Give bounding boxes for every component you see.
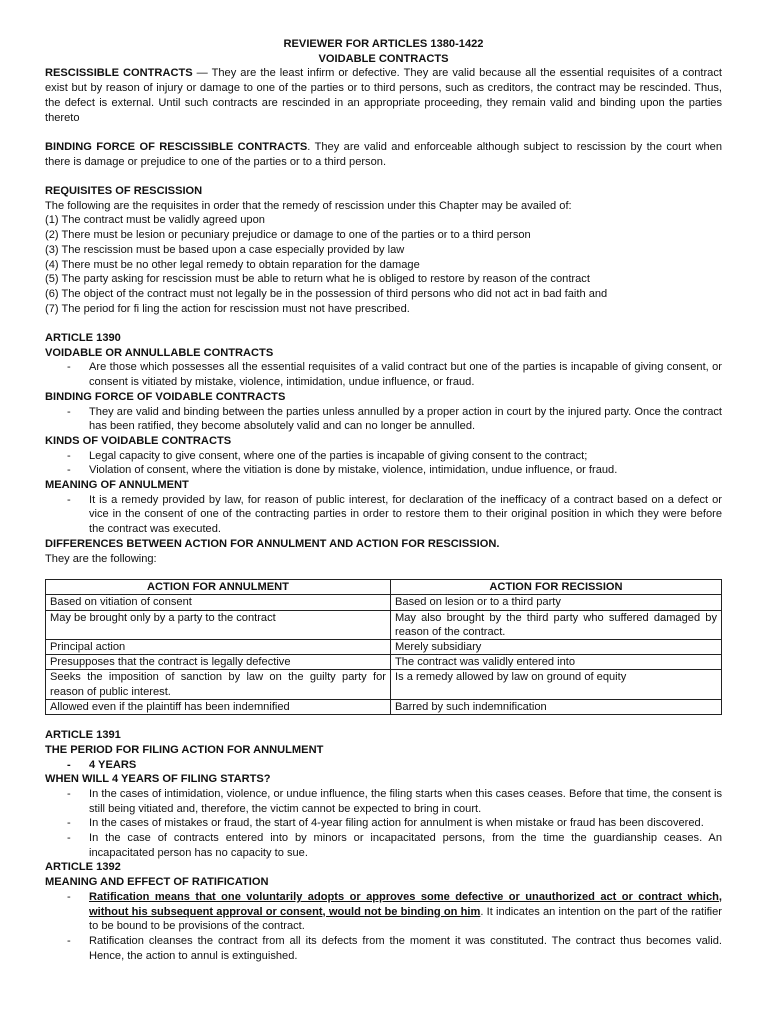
when-item: - In the cases of intimidation, violence, or undue influence, the filing starts when this cases ceases. Before that time, the consent is still being vitiated and, therefore, the victim cannot be expected to bring in court. [45,787,722,816]
document-title: REVIEWER FOR ARTICLES 1380-1422 [283,38,484,50]
period-list [45,758,722,773]
requisites-list [45,213,722,316]
voidable-definition: - Are those which possesses all the essential requisites of a valid contract but one of the parties is incapable of giving consent, or consent is vitiated by mistake, violence, intimidation, undue influence, or fraud. [45,360,722,389]
ratification-rest: . It indicates an intention on the part of the ratifier to be bound to be provisions of the contract. [89,905,722,933]
kinds-list [45,449,722,478]
when-item: - In the cases of mistakes or fraud, the start of 4-year filing action for annulment is when mistake or fraud has been discovered. [45,816,722,831]
requisite-item: (3) The rescission must be based upon a case especially provided by law [45,243,405,256]
table-cell: Based on vitiation of consent [46,595,391,610]
binding-voidable-text: - They are valid and binding between the parties unless annulled by a proper action in court by the injured party. Once the contract has been ratified, they become absolutely valid and can no longer be annulled. [45,405,722,434]
table-header-row [46,580,722,595]
requisite-item: (4) There must be no other legal remedy to obtain reparation for the damage [45,258,420,271]
requisite-item: (7) The period for fi ling the action for rescission must not have prescribed. [45,302,410,315]
table-row [46,655,722,670]
table-row [46,610,722,639]
rescissible-heading: RESCISSIBLE CONTRACTS [45,67,193,80]
table-cell: Barred by such indemnification [391,699,722,714]
ratification-definition: Ratification means that one voluntarily adopts or approves some defective or unauthorized act or contract which, without his subsequent approval or consent, would not be binding on him [89,890,722,918]
article-1391-heading: ARTICLE 1391 [45,729,121,742]
requisites-heading: REQUISITES OF RESCISSION [45,185,203,197]
table-cell: The contract was validly entered into [391,655,722,670]
table-cell: Seeks the imposition of sanction by law on the guilty party for reason of public interest. [46,670,391,699]
comparison-table [45,579,722,715]
ratification-effect: - Ratification cleanses the contract from all its defects from the moment it was constituted. The contract thus becomes valid. Hence, the action to annul is extinguished. [45,934,722,963]
requisite-item: (2) There must be lesion or pecuniary prejudice or damage to one of the parties or to a third person [45,229,531,242]
table-row [46,640,722,655]
when-heading: WHEN WILL 4 YEARS OF FILING STARTS? [45,773,271,786]
when-list [45,787,722,861]
article-1392-heading: ARTICLE 1392 [45,861,121,874]
voidable-heading: VOIDABLE OR ANNULLABLE CONTRACTS [45,346,274,359]
binding-rescissible-text: . They are valid and enforceable although subject to rescission by the court when there is damage or prejudice to one of the parties or to a third person. [45,140,723,168]
kinds-heading: KINDS OF VOIDABLE CONTRACTS [45,434,232,447]
voidable-list [45,360,722,389]
kinds-item: - Violation of consent, where the vitiation is done by mistake, violence, intimidation, undue influence, or fraud. [45,463,722,478]
meaning-annulment-heading: MEANING OF ANNULMENT [45,479,189,492]
table-cell: Merely subsidiary [391,640,722,655]
table-cell: Presupposes that the contract is legally defective [46,655,391,670]
table-row [46,595,722,610]
rescissible-paragraph [45,66,722,125]
differences-intro: They are the following: [45,552,157,565]
table-row [46,699,722,714]
rescissible-text: — They are the least infirm or defective. They are valid because all the essential requisites of a contract exist but by reason of injury or damage to one of the parties or to third persons, such as creditors, the contract may be rescinded. Thus, the defect is external. Until such contracts are rescinded in an appropriate proceeding, they remain valid and binding upon the parties thereto [45,67,722,124]
table-cell: Based on lesion or to a third party [391,595,722,610]
table-cell: Allowed even if the plaintiff has been indemnified [46,699,391,714]
requisite-item: (6) The object of the contract must not legally be in the possession of third persons who did not act in bad faith and [45,287,608,300]
differences-heading: DIFFERENCES BETWEEN ACTION FOR ANNULMENT AND ACTION FOR RESCISSION. [45,537,500,550]
meaning-annulment-list [45,493,722,537]
binding-rescissible-paragraph [45,140,722,169]
binding-voidable-heading: BINDING FORCE OF VOIDABLE CONTRACTS [45,390,286,403]
table-header-rescission: ACTION FOR RECISSION [391,580,722,595]
article-1390-heading: ARTICLE 1390 [45,332,121,345]
ratification-heading: MEANING AND EFFECT OF RATIFICATION [45,876,269,889]
binding-rescissible-heading: BINDING FORCE OF RESCISSIBLE CONTRACTS [45,140,308,153]
table-cell: May also brought by the third party who suffered damaged by reason of the contract. [391,610,722,639]
period-value: - 4 YEARS [45,758,722,773]
ratification-meaning [45,890,722,934]
period-heading: THE PERIOD FOR FILING ACTION FOR ANNULMENT [45,743,324,756]
meaning-annulment-text: - It is a remedy provided by law, for reason of public interest, for declaration of the inefficacy of a contract based on a defect or vice in the consent of one of the contracting parties in order to restore them to their original position in which they were before the contract was executed. [45,493,722,537]
kinds-item: - Legal capacity to give consent, where one of the parties is incapable of giving consent to the contract; [45,449,722,464]
table-header-annulment: ACTION FOR ANNULMENT [46,580,391,595]
table-cell: Is a remedy allowed by law on ground of equity [391,670,722,699]
ratification-list [45,890,722,964]
document-subtitle: VOIDABLE CONTRACTS [318,52,449,65]
table-cell: Principal action [46,640,391,655]
table-cell: May be brought only by a party to the contract [46,610,391,639]
requisite-item: (5) The party asking for rescission must be able to return what he is obliged to restore by reason of the contract [45,273,590,286]
requisite-item: (1) The contract must be validly agreed upon [45,214,265,227]
when-item: - In the case of contracts entered into by minors or incapacitated persons, from the time the guardianship ceases. An incapacitated person has no capacity to sue. [45,831,722,860]
table-row [46,670,722,699]
requisites-intro: The following are the requisites in order that the remedy of rescission under this Chapter may be availed of: [45,199,572,212]
binding-voidable-list [45,405,722,434]
